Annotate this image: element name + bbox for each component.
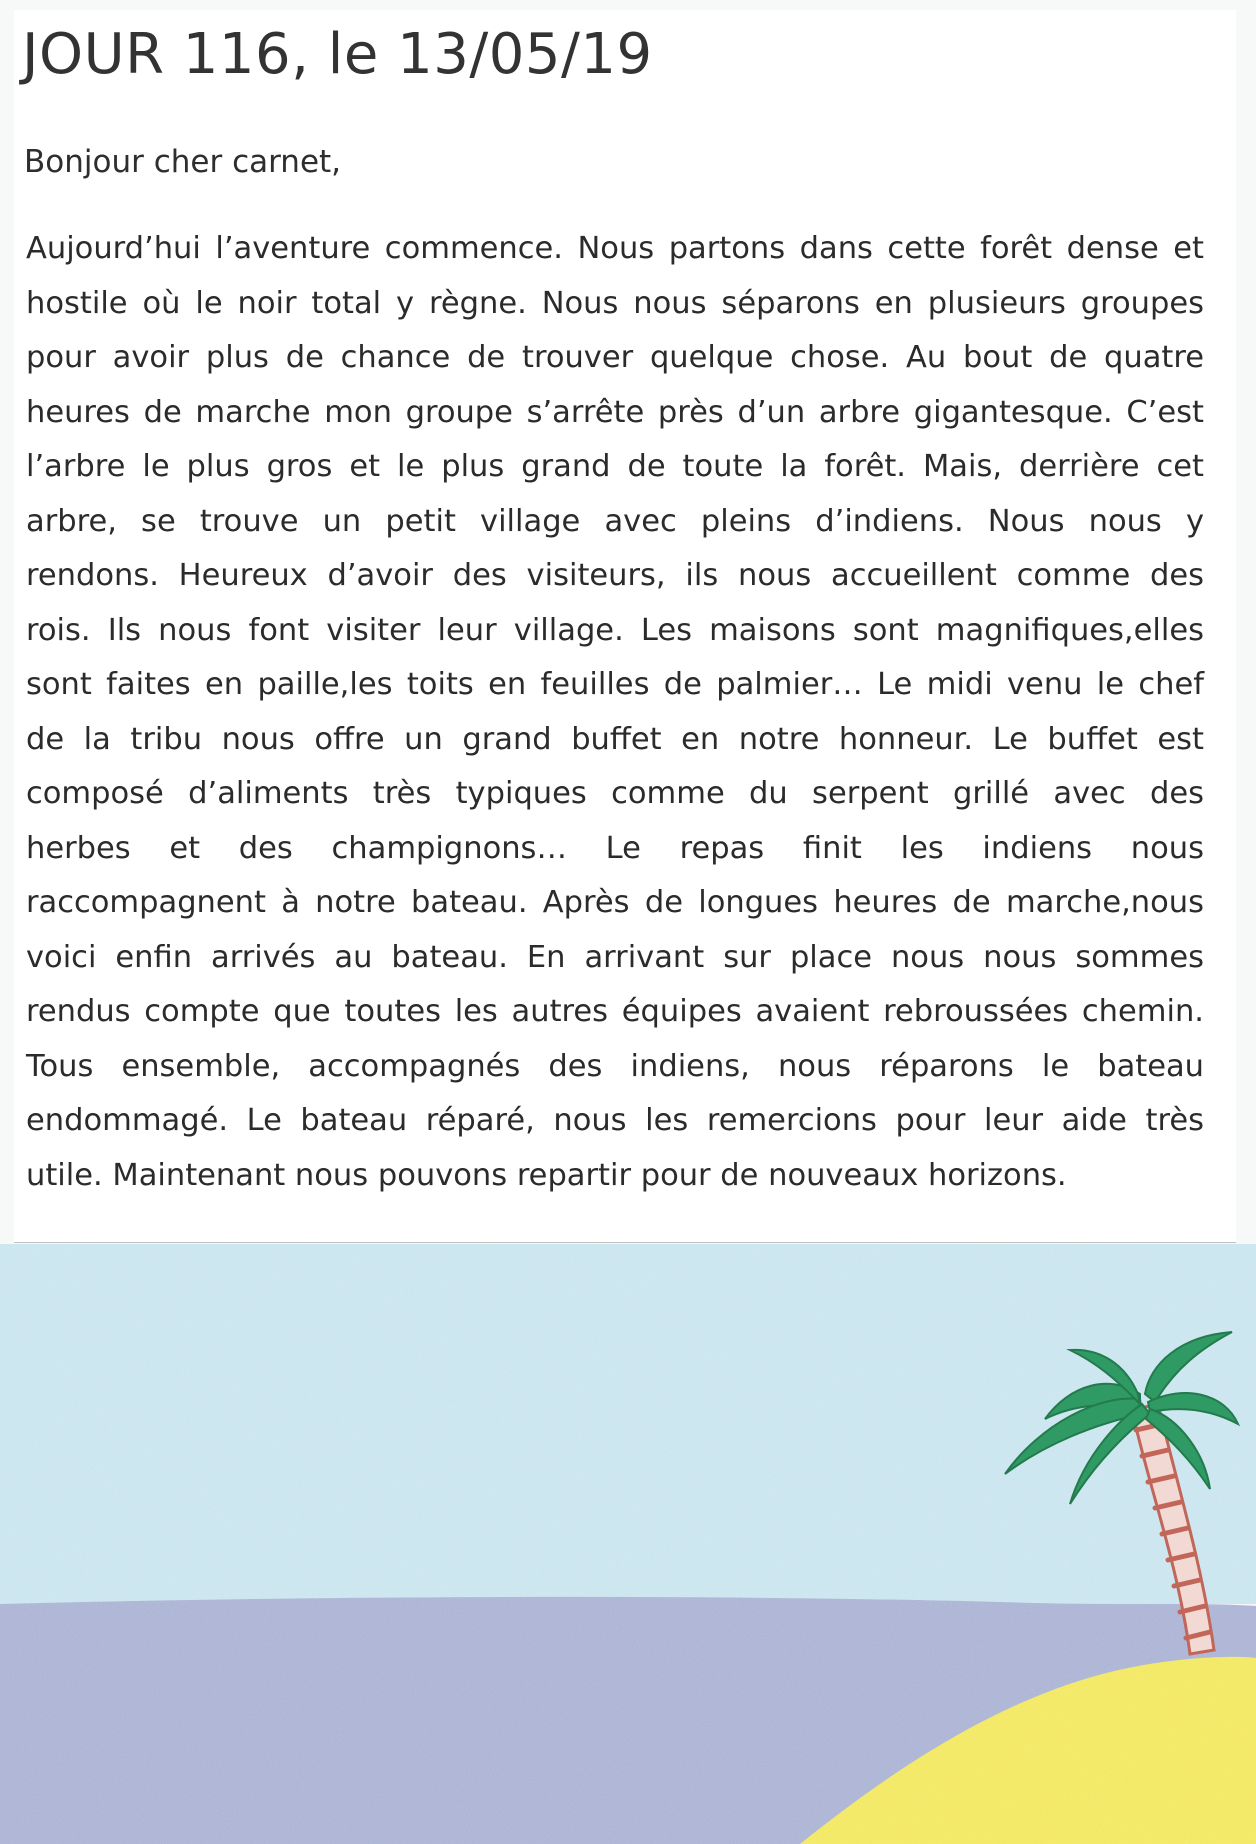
body-line: composé d’aliments très typiques comme du serpent grillé avec des [26,776,1204,811]
body-line: Aujourd’hui l’aventure commence. Nous partons dans cette forêt dense et [26,231,1204,266]
body-line: rendons. Heureux d’avoir des visiteurs, ils nous accueillent comme des [26,558,1204,593]
body-line: hostile où le noir total y règne. Nous nous séparons en plusieurs groupes [26,285,1204,321]
body-line: rois. Ils nous font visiter leur village. Les maisons sont magnifiques,elles [26,612,1204,648]
entry-body [26,222,1204,1203]
body-line: de la tribu nous offre un grand buffet en notre honneur. Le buffet est [26,721,1204,757]
beach-drawing [0,1244,1256,1844]
body-line: pour avoir plus de chance de trouver quelque chose. Au bout de quatre [26,340,1204,375]
body-line: sont faites en paille,les toits en feuilles de palmier… Le midi venu le chef [26,667,1204,702]
body-line: Tous ensemble, accompagnés des indiens, nous réparons le bateau [26,1048,1204,1084]
body-line: raccompagnent à notre bateau. Après de longues heures de marche,nous [26,885,1204,920]
body-line: rendus compte que toutes les autres équipes avaient rebroussées chemin. [26,994,1204,1029]
body-line: heures de marche mon groupe s’arrête près d’un arbre gigantesque. C’est [26,394,1204,430]
body-line: voici enfin arrivés au bateau. En arrivant sur place nous nous sommes [26,939,1204,975]
entry-greeting: Bonjour cher carnet, [24,144,342,180]
body-line: l’arbre le plus gros et le plus grand de toute la forêt. Mais, derrière cet [26,449,1204,484]
body-line: utile. Maintenant nous pouvons repartir pour de nouveaux horizons. [26,1157,1067,1193]
body-line: endommagé. Le bateau réparé, nous les remercions pour leur aide très [26,1103,1204,1138]
body-line: arbre, se trouve un petit village avec pleins d’indiens. Nous nous y [26,503,1204,539]
entry-title: JOUR 116, le 13/05/19 [22,22,653,87]
body-line: herbes et des champignons… Le repas finit les indiens nous [26,830,1204,866]
